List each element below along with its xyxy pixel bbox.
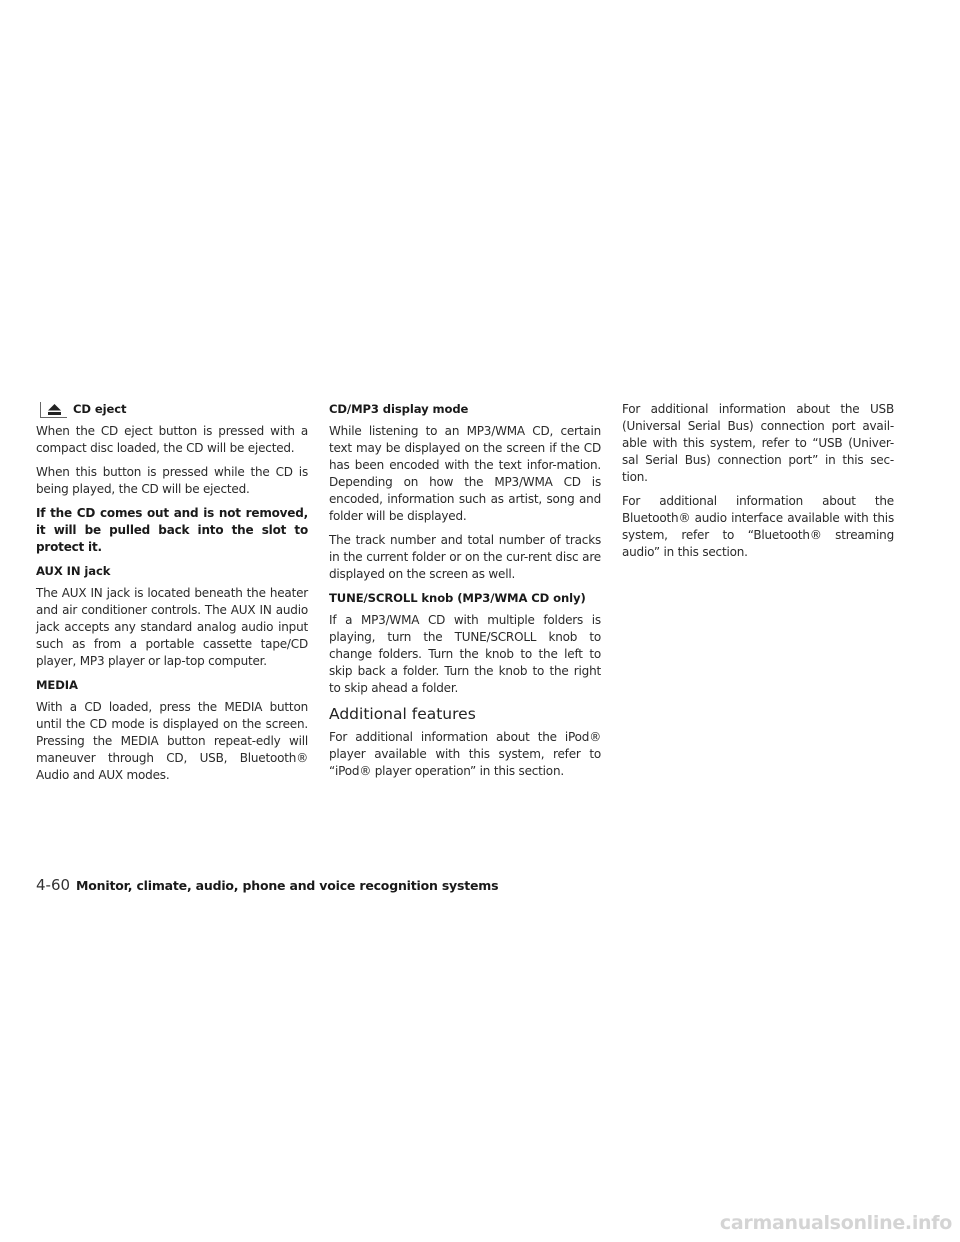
- page-footer: [36, 876, 498, 894]
- display-mode-paragraph-2: The track number and total number of tracks in the current folder or on the cur-rent disc are displayed on the screen as well.: [329, 533, 601, 581]
- watermark: carmanualsonline.info: [719, 1212, 952, 1234]
- bluetooth-reference-paragraph: For additional information about the Bluetooth® audio interface available with this system, refer to “Bluetooth® streaming audio” in this section.: [622, 494, 894, 559]
- cd-eject-paragraph-2: When this button is pressed while the CD is being played, the CD will be ejected.: [36, 465, 308, 496]
- cd-eject-heading: [36, 401, 308, 418]
- tune-scroll-paragraph: If a MP3/WMA CD with multiple folders is playing, turn the TUNE/SCROLL knob to change folders. Turn the knob to the left to skip back a folder. Turn the knob to the right to skip ahead a folder.: [329, 613, 601, 695]
- additional-features-title: Additional features: [329, 705, 476, 723]
- cd-eject-title: CD eject: [73, 402, 127, 416]
- cd-eject-paragraph-1: When the CD eject button is pressed with a compact disc loaded, the CD will be ejected.: [36, 424, 308, 455]
- cd-eject-warning: If the CD comes out and is not removed, it will be pulled back into the slot to protect it.: [36, 506, 308, 554]
- column-1: [36, 401, 308, 791]
- tune-scroll-heading: TUNE/SCROLL knob (MP3/WMA CD only): [329, 591, 586, 605]
- eject-icon: [40, 402, 67, 418]
- media-paragraph: With a CD loaded, press the MEDIA button until the CD mode is displayed on the screen. Pressing the MEDIA button repeat-edly will maneuver through CD, USB, Bluetooth® Audio and AUX modes.: [36, 700, 308, 782]
- column-2: [329, 401, 601, 787]
- aux-in-paragraph: The AUX IN jack is located beneath the heater and air conditioner controls. The AUX IN audio jack accepts any standard analog audio input such as from a portable cassette tape/CD player, MP3 player or lap-top computer.: [36, 586, 308, 668]
- display-mode-heading: CD/MP3 display mode: [329, 402, 469, 416]
- display-mode-paragraph-1: While listening to an MP3/WMA CD, certain text may be displayed on the screen if the CD has been encoded with the text infor-mation. Depending on how the MP3/WMA CD is encoded, information such as artist, song and folder will be displayed.: [329, 424, 601, 523]
- usb-reference-paragraph: For additional information about the USB (Universal Serial Bus) connection port avail-able with this system, refer to “USB (Univer-sal Serial Bus) connection port” in this sec-tion.: [622, 402, 894, 484]
- media-heading: MEDIA: [36, 678, 78, 692]
- additional-features-paragraph: For additional information about the iPod® player available with this system, refer to “iPod® player operation” in this section.: [329, 730, 601, 778]
- aux-in-heading: AUX IN jack: [36, 564, 111, 578]
- column-3: [622, 401, 894, 568]
- chapter-title: Monitor, climate, audio, phone and voice recognition systems: [76, 878, 499, 893]
- page-number: 4-60: [36, 876, 71, 894]
